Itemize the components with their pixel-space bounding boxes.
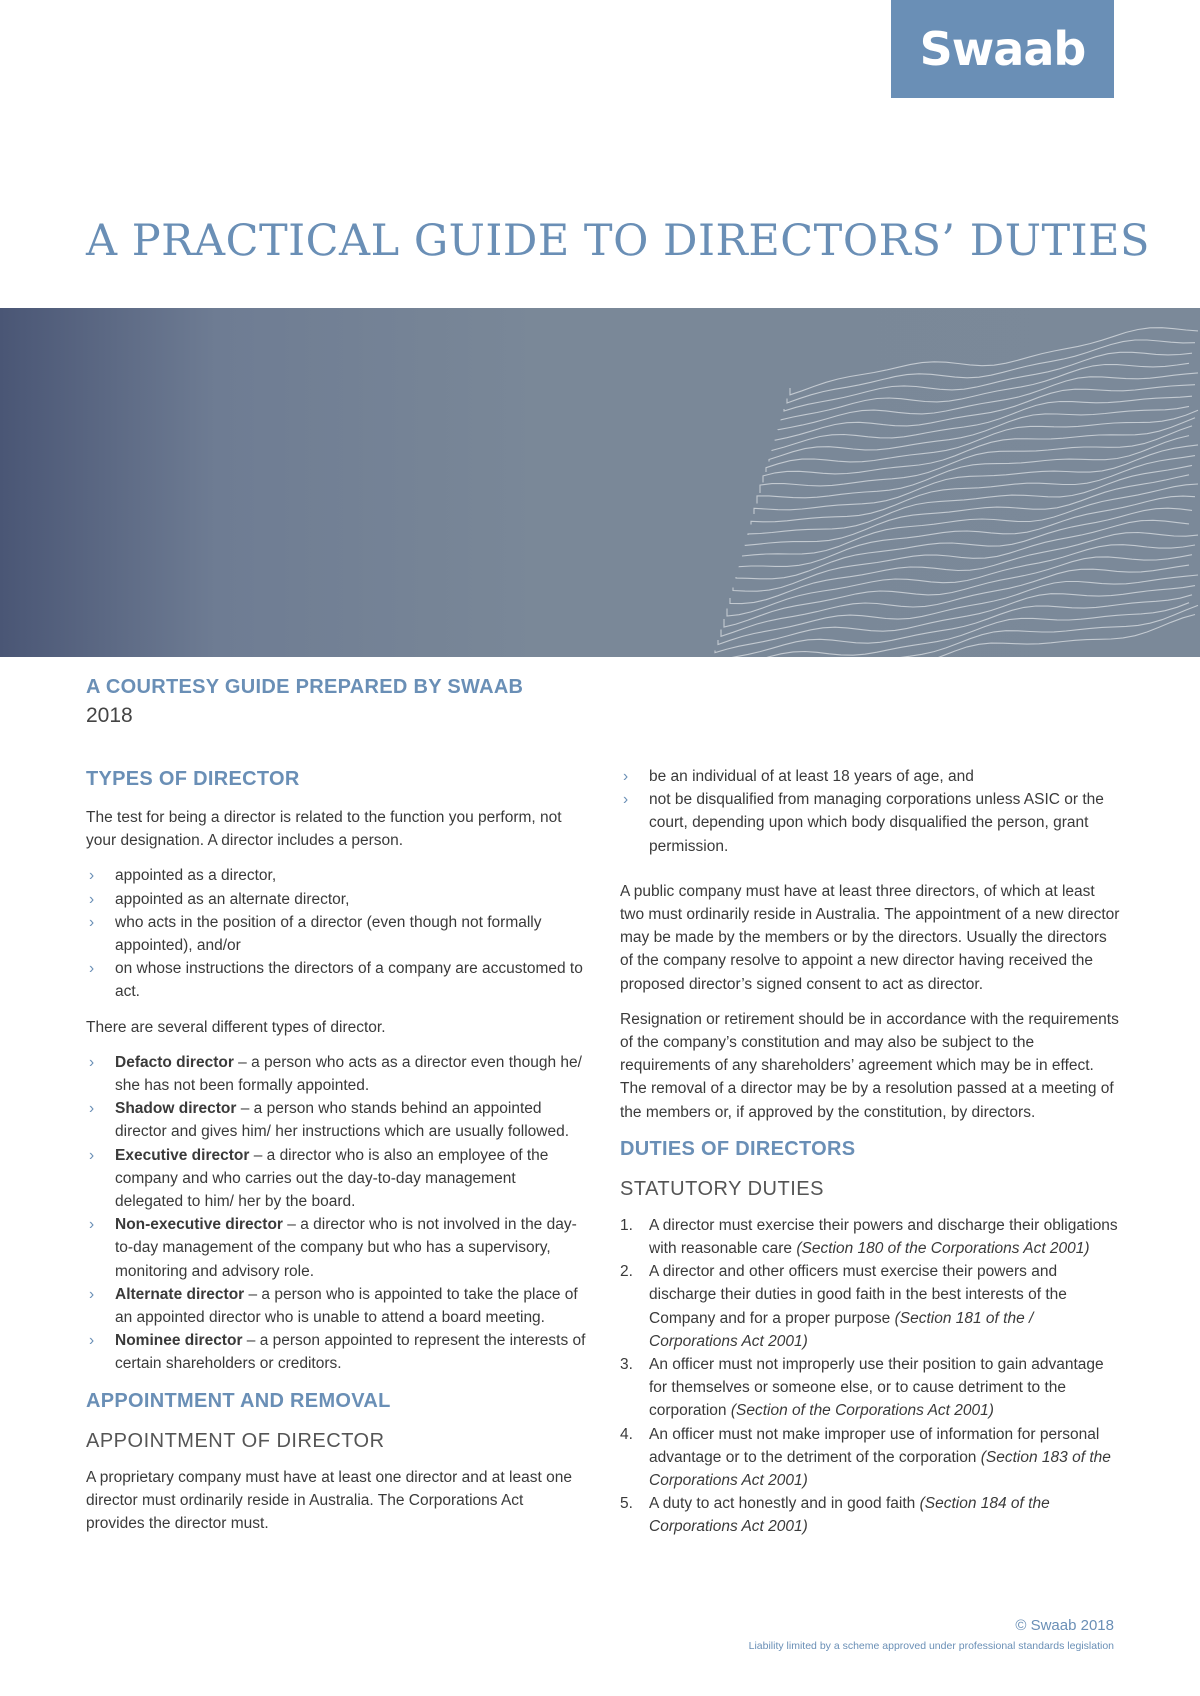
list-item: › Defacto director – a person who acts as a director even though he/ she has not been formally appointed. [86, 1051, 586, 1097]
list-item: › Alternate director – a person who is appointed to take the place of an appointed director who is unable to attend a board meeting. [86, 1283, 586, 1329]
right-column [620, 765, 1120, 1539]
chevron-right-icon: › [89, 913, 95, 931]
list-item: › not be disqualified from managing corporations unless ASIC or the court, depending upon which body disqualified the person, grant permission. [620, 788, 1120, 858]
list-item: › on whose instructions the directors of a company are accustomed to act. [86, 957, 586, 1003]
list-item: › appointed as a director, [86, 864, 586, 887]
wave-line [712, 595, 1192, 657]
wave-line [763, 418, 1195, 483]
appointment-removal-heading: APPOINTMENT AND REMOVAL [86, 1389, 391, 1412]
wave-pattern-graphic [0, 308, 1200, 657]
chevron-right-icon: › [89, 1100, 95, 1118]
wave-line [790, 328, 1198, 395]
courtesy-heading: A COURTESY GUIDE PREPARED BY SWAAB [86, 676, 524, 698]
hero-banner [0, 308, 1200, 657]
publication-year: 2018 [86, 704, 133, 727]
list-item: › Non-executive director – a director who is not involved in the day-to-day management of the company but who has a supervisory, monitoring and advisory role. [86, 1213, 586, 1283]
types-several-paragraph: There are several different types of director. [86, 1018, 386, 1036]
statutory-duties-list [620, 1214, 1120, 1539]
director-requirements-list [620, 765, 1120, 858]
swaab-logo [891, 0, 1114, 98]
chevron-right-icon: › [89, 867, 95, 885]
logo-text: Swaab [919, 22, 1086, 76]
list-item: 2. A director and other officers must exercise their powers and discharge their duties in good faith in the best interests of the Company and for a proper purpose (Section 181 of the / Corporations Act 2001) [620, 1263, 1067, 1350]
director-definition-list [86, 864, 586, 1003]
list-item: › be an individual of at least 18 years of age, and [620, 765, 1120, 788]
wave-line [787, 340, 1195, 403]
statutory-duties-subheading: STATUTORY DUTIES [620, 1177, 824, 1200]
chevron-right-icon: › [623, 768, 629, 785]
wave-line [757, 436, 1189, 504]
chevron-right-icon: › [623, 791, 629, 809]
wave-line [706, 605, 1198, 657]
chevron-right-icon: › [89, 1053, 95, 1071]
copyright-notice: © Swaab 2018 [1015, 1617, 1114, 1634]
list-item: › who acts in the position of a director (even though not formally appointed), and/or [86, 911, 586, 957]
types-intro-paragraph: The test for being a director is related to the function you perform, not your designation. A director includes a person. [86, 809, 562, 850]
list-item: 4. An officer must not make improper use of information for personal advantage or to the detriment of the corporation (Section 183 of the Corporations Act 2001) [620, 1425, 1111, 1490]
appointment-paragraph: A proprietary company must have at least one director and at least one director must ordinarily reside in Australia. The Corporations Act provides the director must. [86, 1468, 572, 1533]
page-title: A PRACTICAL GUIDE TO DIRECTORS’ DUTIES [86, 216, 1150, 266]
types-of-director-heading: TYPES OF DIRECTOR [86, 768, 300, 790]
wave-line [715, 586, 1195, 653]
wave-line [718, 575, 1198, 645]
chevron-right-icon: › [89, 1146, 95, 1164]
wave-line [772, 396, 1192, 451]
resignation-paragraph: Resignation or retirement should be in accordance with the requirements of the company’s constitution and may also be subject to the requirements of any shareholders’ agreement which may be in effect. The removal of a director may be by a resolution passed at a meeting of the members or, if approved by the constitution, by directors. [620, 1010, 1119, 1121]
wave-line [703, 615, 1195, 658]
list-item: › Nominee director – a person appointed to represent the interests of certain shareholders or creditors. [86, 1329, 586, 1375]
left-column [86, 766, 586, 1547]
chevron-right-icon: › [89, 890, 95, 908]
list-item: 1. A director must exercise their powers and discharge their obligations with reasonable care (Section 180 of the Corporations Act 2001) [620, 1216, 1118, 1258]
chevron-right-icon: › [89, 1285, 95, 1303]
list-item: › Executive director – a director who is also an employee of the company and who carries out the day-to-day management delegated to him/ her by the board. [86, 1144, 586, 1214]
duties-of-directors-heading: DUTIES OF DIRECTORS [620, 1137, 856, 1160]
wave-line [730, 533, 1198, 604]
chevron-right-icon: › [89, 1332, 95, 1350]
appointment-of-director-subheading: APPOINTMENT OF DIRECTOR [86, 1429, 385, 1452]
liability-notice: Liability limited by a scheme approved under professional standards legislation [748, 1640, 1114, 1652]
director-types-list [86, 1051, 586, 1376]
list-item: › Shadow director – a person who stands behind an appointed director and gives him/ her instructions which are usually followed. [86, 1097, 586, 1143]
chevron-right-icon: › [89, 960, 95, 978]
public-company-paragraph: A public company must have at least three directors, of which at least two must ordinarily reside in Australia. The appointment of a new director may be made by the members or by the directors. Usually the directors of the company resolve to appoint a new director having received the proposed director’s signed consent to act as director. [620, 882, 1120, 993]
wave-line [778, 373, 1198, 430]
list-item: 5. A duty to act honestly and in good faith (Section 184 of the Corporations Act 2001) [620, 1495, 1050, 1536]
wave-line [739, 496, 1195, 567]
chevron-right-icon: › [89, 1216, 95, 1234]
list-item: › appointed as an alternate director, [86, 888, 586, 911]
list-item: 3. An officer must not improperly use their position to gain advantage for themselves or someone else, or to cause detriment to the corporation (Section of the Corporations Act 2001) [620, 1356, 1104, 1420]
wave-line [766, 410, 1198, 472]
